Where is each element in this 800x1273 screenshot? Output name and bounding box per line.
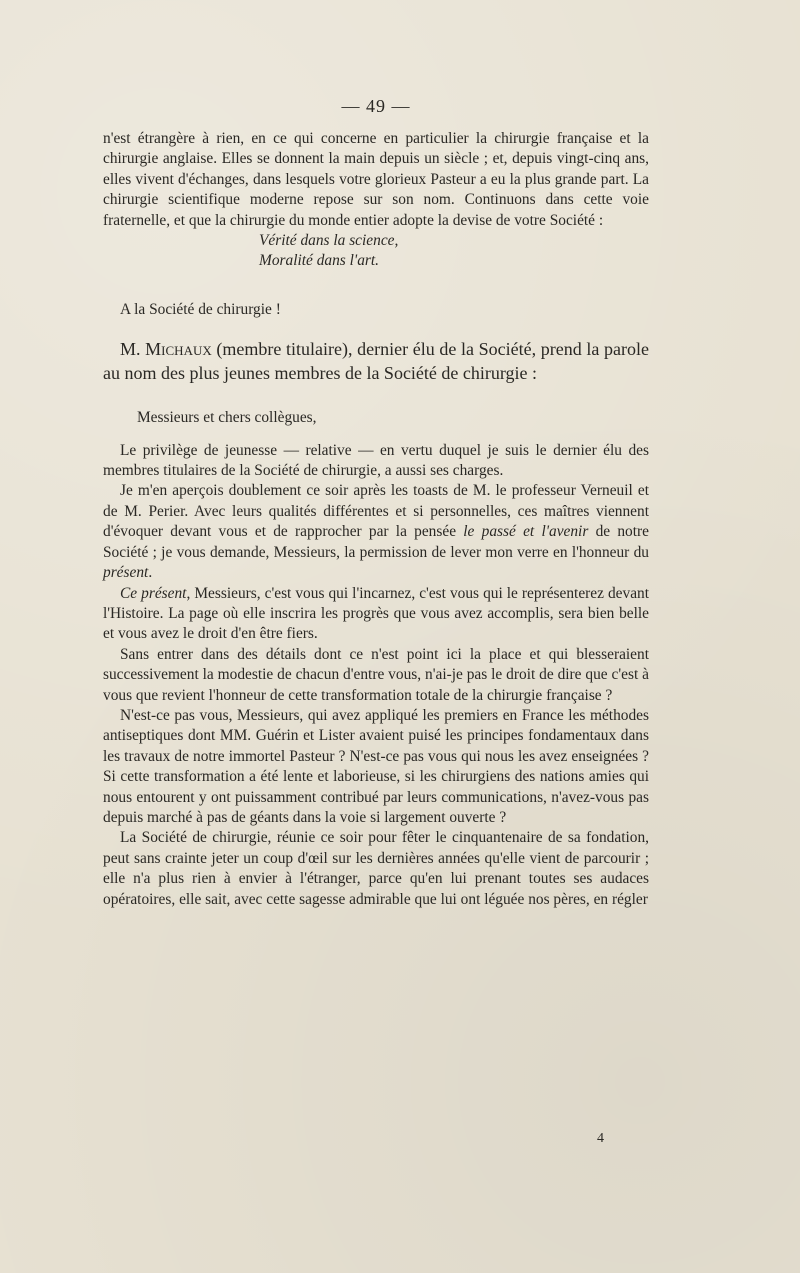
salutation: Messieurs et chers collègues, bbox=[137, 409, 317, 427]
document-page bbox=[103, 96, 649, 910]
motto-line-2: Moralité dans l'art. bbox=[259, 252, 380, 270]
paragraph-present-text: , Messieurs, c'est vous qui l'incarnez, c'est vous qui le représenterez devant l'Histoire. La page où elle inscrira les progrès que vous avez accomplis, sera bien belle et vous avez le droit d'en être fiers. bbox=[103, 584, 649, 643]
speaker-text: (membre titulaire), dernier élu de la Société, prend la parole au nom des plus jeunes membres de la Société de chirurgie : bbox=[103, 339, 650, 383]
page-number: — 49 — bbox=[341, 96, 411, 116]
signature-mark: 4 bbox=[597, 1131, 604, 1146]
paragraph-present bbox=[103, 584, 649, 645]
italic-word-present: présent bbox=[103, 564, 149, 582]
paragraph-toasts-part-b: de notre Société ; je vous demande, Messieurs, la permission de lever mon verre en l'honneur du bbox=[103, 523, 649, 561]
italic-ce-present: Ce présent bbox=[120, 584, 187, 602]
speaker-introduction bbox=[103, 338, 649, 385]
speaker-name: Michaux bbox=[145, 339, 212, 360]
speaker-prefix: M. bbox=[120, 339, 141, 360]
paragraph-antiseptiques: N'est-ce pas vous, Messieurs, qui avez appliqué les premiers en France les méthodes antiseptiques dont MM. Guérin et Lister avaient puisé les principes fondamentaux dans les travaux de notre immortel Pasteur ? N'est-ce pas vous qui nous les avez enseignées ? Si cette transformation a été lente et laborieuse, si les chirurgiens des nations amies qui nous entourent y ont puissamment contribué par leurs communications, n'avez-vous pas depuis marché à pas de géants dans la voie si largement ouverte ? bbox=[103, 706, 649, 826]
toast-line: A la Société de chirurgie ! bbox=[120, 300, 281, 318]
paragraph-privilege: Le privilège de jeunesse — relative — en vertu duquel je suis le dernier élu des membres titulaires de la Société de chirurgie, a aussi ses charges. bbox=[103, 441, 649, 480]
paragraph-toasts bbox=[103, 481, 649, 583]
paragraph-modestie: Sans entrer dans des détails dont ce n'est point ici la place et qui blesseraient successivement la modestie de chacun d'entre vous, n'ai-je pas le droit de dire que c'est à vous que revient l'honneur de cette transformation totale de la chirurgie française ? bbox=[103, 645, 649, 704]
paragraph-toasts-part-a: Je m'en aperçois doublement ce soir après les toasts de M. le professeur Verneuil et de M. Perier. Avec leurs qualités différentes et si personnelles, ces maîtres viennent d'évoquer devant vous et de rapprocher par la pensée bbox=[103, 482, 649, 541]
motto-line-1: Vérité dans la science, bbox=[259, 232, 399, 250]
italic-phrase-passe-avenir: le passé et l'avenir bbox=[463, 523, 589, 541]
paragraph-cinquantenaire: La Société de chirurgie, réunie ce soir pour fêter le cinquantenaire de sa fondation, peut sans crainte jeter un coup d'œil sur les dernières années qu'elle vient de parcourir ; elle n'a plus rien à envier à l'étranger, parce qu'en lui prenant toutes ses audaces opératoires, elle sait, avec cette sagesse admirable que lui ont léguée nos pères, en régler bbox=[103, 829, 649, 908]
paragraph-continuation: n'est étrangère à rien, en ce qui concerne en particulier la chirurgie française et la chirurgie anglaise. Elles se donnent la main depuis un siècle ; et, depuis vingt-cinq ans, elles vivent d'échanges, dans lesquels votre glorieux Pasteur a eu la plus grande part. La chirurgie scientifique moderne repose sur son nom. Continuons dans cette voie fraternelle, et que la chirurgie du monde entier adopte la devise de votre Société : bbox=[103, 130, 649, 229]
paragraph-toasts-part-c: . bbox=[148, 564, 153, 582]
